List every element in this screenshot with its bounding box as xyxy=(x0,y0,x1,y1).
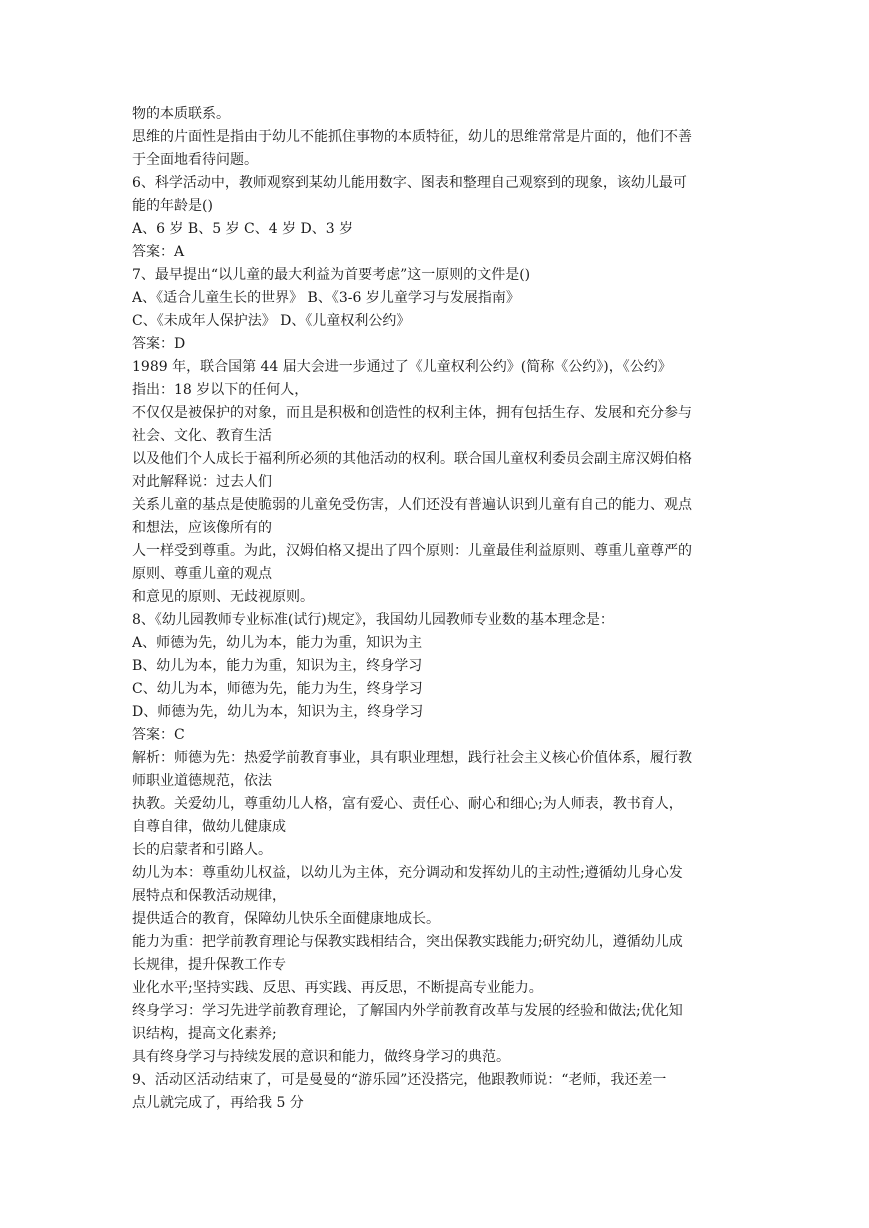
text-line: 关系儿童的基点是使脆弱的儿童免受伤害，人们还没有普遍认识到儿童有自己的能力、观点 xyxy=(132,497,692,513)
text-line: B、幼儿为本，能力为重，知识为主，终身学习 xyxy=(132,658,423,674)
text-line: 执教。关爱幼儿，尊重幼儿人格，富有爱心、责任心、耐心和细心;为人师表，教书育人， xyxy=(132,796,683,812)
text-line: C、《未成年人保护法》 D、《儿童权利公约》 xyxy=(132,313,411,329)
text-line: 对此解释说：过去人们 xyxy=(132,474,272,490)
text-line: 长的启蒙者和引路人。 xyxy=(132,842,272,858)
text-line: 解析：师德为先：热爱学前教育事业，具有职业理想，践行社会主义核心价值体系，履行教 xyxy=(132,750,692,766)
text-line: 9、活动区活动结束了，可是曼曼的“游乐园”还没搭完，他跟教师说：“老师，我还差一 xyxy=(132,1072,667,1088)
text-line: A、《适合儿童生长的世界》 B、《3-6 岁儿童学习与发展指南》 xyxy=(132,290,520,306)
text-line: 7、最早提出“以儿童的最大利益为首要考虑”这一原则的文件是() xyxy=(132,267,531,283)
text-line: 人一样受到尊重。为此，汉姆伯格又提出了四个原则：儿童最佳利益原则、尊重儿童尊严的 xyxy=(132,543,692,559)
text-line: 1989 年，联合国第 44 届大会进一步通过了《儿童权利公约》(简称《公约》)，《公约》 xyxy=(132,359,672,375)
text-line: 幼儿为本：尊重幼儿权益，以幼儿为主体，充分调动和发挥幼儿的主动性;遵循幼儿身心发 xyxy=(132,865,683,881)
text-line: 自尊自律，做幼儿健康成 xyxy=(132,819,286,835)
text-line: 指出：18 岁以下的任何人， xyxy=(132,382,309,398)
text-line: A、6 岁 B、5 岁 C、4 岁 D、3 岁 xyxy=(132,221,354,237)
text-line: 社会、文化、教育生活 xyxy=(132,428,272,444)
text-line: A、师德为先，幼儿为本，能力为重，知识为主 xyxy=(132,635,423,651)
text-line: 点儿就完成了，再给我 5 分 xyxy=(132,1095,304,1111)
text-line: 答案：A xyxy=(132,244,185,260)
text-line: 不仅仅是被保护的对象，而且是积极和创造性的权利主体，拥有包括生存、发展和充分参与 xyxy=(132,405,692,421)
text-line: 原则、尊重儿童的观点 xyxy=(132,566,272,582)
text-line: 和意见的原则、无歧视原则。 xyxy=(132,589,314,605)
text-line: 识结构，提高文化素养; xyxy=(132,1026,277,1042)
text-line: 提供适合的教育，保障幼儿快乐全面健康地成长。 xyxy=(132,911,440,927)
text-line: 6、科学活动中，教师观察到某幼儿能用数字、图表和整理自己观察到的现象，该幼儿最可 xyxy=(132,175,687,191)
document-text-body xyxy=(132,103,740,1115)
text-line: 展特点和保教活动规律， xyxy=(132,888,286,904)
text-line: 思维的片面性是指由于幼儿不能抓住事物的本质特征，幼儿的思维常常是片面的，他们不善 xyxy=(132,129,692,145)
text-line: 能力为重：把学前教育理论与保教实践相结合，突出保教实践能力;研究幼儿，遵循幼儿成 xyxy=(132,934,683,950)
text-line: C、幼儿为本，师德为先，能力为生，终身学习 xyxy=(132,681,423,697)
text-line: 具有终身学习与持续发展的意识和能力，做终身学习的典范。 xyxy=(132,1049,510,1065)
text-line: 答案：D xyxy=(132,336,186,352)
text-line: 8、《幼儿园教师专业标准(试行)规定》，我国幼儿园教师专业数的基本理念是： xyxy=(132,612,614,628)
text-line: 师职业道德规范，依法 xyxy=(132,773,272,789)
text-line: 以及他们个人成长于福利所必须的其他活动的权利。联合国儿童权利委员会副主席汉姆伯格 xyxy=(132,451,692,467)
text-line: 能的年龄是() xyxy=(132,198,213,214)
text-line: 和想法，应该像所有的 xyxy=(132,520,272,536)
text-line: 业化水平;坚持实践、反思、再实践、再反思，不断提高专业能力。 xyxy=(132,980,543,996)
text-line: 长规律，提升保教工作专 xyxy=(132,957,286,973)
text-line: 终身学习：学习先进学前教育理论，了解国内外学前教育改革与发展的经验和做法;优化知 xyxy=(132,1003,683,1019)
text-line: D、师德为先，幼儿为本，知识为主，终身学习 xyxy=(132,704,424,720)
text-line: 于全面地看待问题。 xyxy=(132,152,258,168)
text-line: 物的本质联系。 xyxy=(132,106,230,122)
text-line: 答案：C xyxy=(132,727,185,743)
